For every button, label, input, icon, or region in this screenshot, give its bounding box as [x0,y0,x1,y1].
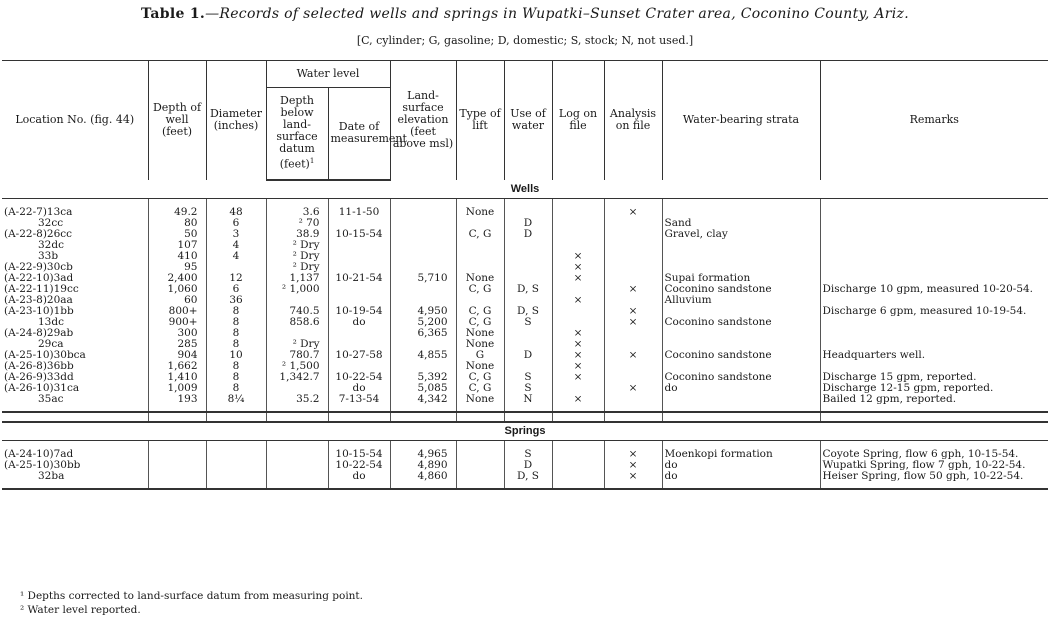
cell-strata: Coconino sandstone [662,372,820,383]
cell-date: do [328,317,390,328]
cell-remarks: Coyote Spring, flow 6 gph, 10-15-54. [820,449,1048,460]
header-elevation: Land-surface elevation (feet above msl) [390,61,456,180]
cell-depth: 900+ [148,317,206,328]
cell-lift: None [456,394,504,405]
cell-loc: (A-24-10)7ad [4,448,74,460]
cell-loc: 29ca [38,338,64,350]
cell-wl: 35.2 [266,394,328,405]
cell-strata: Coconino sandstone [662,317,820,328]
cell-remarks: Discharge 15 gpm, reported. [820,372,1048,383]
cell-elev [390,240,456,251]
cell-depth: 904 [148,350,206,361]
cell-dia: 6 [206,284,266,295]
cell-depth [148,460,206,471]
cell-date: 10-27-58 [328,350,390,361]
cell-dia: 4 [206,251,266,262]
cell-remarks: Heiser Spring, flow 50 gph, 10-22-54. [820,471,1048,482]
spring-row [2,460,1048,471]
cell-lift: None [456,361,504,372]
cell-wl: ² Dry [266,240,328,251]
cell-lift: None [456,328,504,339]
cell-analysis: × [604,449,662,460]
cell-analysis: × [604,306,662,317]
cell-date: 10-15-54 [328,229,390,240]
cell-date [328,251,390,262]
cell-use [504,251,552,262]
cell-date: 7-13-54 [328,394,390,405]
cell-log: × [552,361,604,372]
cell-lift [456,262,504,273]
cell-wl: 740.5 [266,306,328,317]
cell-elev [390,262,456,273]
cell-depth: 1,060 [148,284,206,295]
section-label-springs: Springs [2,422,1048,441]
cell-loc: 33b [38,250,59,262]
cell-analysis [604,339,662,350]
cell-use: D [504,218,552,229]
cell-log [552,306,604,317]
cell-elev [390,251,456,262]
cell-wl: 38.9 [266,229,328,240]
cell-log [552,460,604,471]
cell-depth: 80 [148,218,206,229]
cell-strata: Supai formation [662,273,820,284]
cell-loc: 32ba [38,470,65,482]
cell-wl: 780.7 [266,350,328,361]
cell-date [328,361,390,372]
cell-loc: 32dc [38,239,64,251]
well-row [2,350,1048,361]
cell-dia [206,471,266,482]
cell-dia: 8¼ [206,394,266,405]
cell-remarks [820,262,1048,273]
cell-depth: 107 [148,240,206,251]
cell-lift [456,218,504,229]
cell-date [328,328,390,339]
cell-strata: Coconino sandstone [662,350,820,361]
cell-loc: (A-24-8)29ab [4,327,74,339]
cell-log: × [552,295,604,306]
cell-dia: 8 [206,328,266,339]
header-location: Location No. (fig. 44) [2,61,148,180]
header-water-level: Water level [266,61,390,88]
cell-dia: 6 [206,218,266,229]
cell-dia: 12 [206,273,266,284]
cell-remarks: Discharge 10 gpm, measured 10-20-54. [820,284,1048,295]
cell-remarks [820,240,1048,251]
cell-use: D [504,460,552,471]
cell-loc: (A-23-10)1bb [4,305,74,317]
cell-dia: 10 [206,350,266,361]
cell-lift: None [456,273,504,284]
well-row [2,306,1048,317]
cell-dia [206,449,266,460]
cell-elev: 5,710 [390,273,456,284]
cell-strata [662,394,820,405]
cell-use: D, S [504,306,552,317]
cell-lift [456,295,504,306]
cell-strata: do [662,383,820,394]
cell-use [504,328,552,339]
cell-strata: Gravel, clay [662,229,820,240]
header-remarks: Remarks [820,61,1048,180]
cell-wl: 1,137 [266,273,328,284]
cell-date [328,262,390,273]
cell-log: × [552,372,604,383]
footnote-2: ² Water level reported. [20,604,141,616]
cell-lift: C, G [456,229,504,240]
cell-depth: 2,400 [148,273,206,284]
well-row [2,317,1048,328]
cell-loc: (A-22-10)3ad [4,272,74,284]
cell-elev: 4,860 [390,471,456,482]
cell-dia: 8 [206,361,266,372]
cell-depth: 1,009 [148,383,206,394]
cell-log: × [552,251,604,262]
cell-remarks: Headquarters well. [820,350,1048,361]
cell-analysis: × [604,284,662,295]
table-caption: —Records of selected wells and springs in Wupatki–Sunset Crater area, Coconino County, Ariz. [205,6,909,22]
cell-loc: (A-26-8)36bb [4,360,74,372]
cell-log [552,471,604,482]
cell-use: D, S [504,284,552,295]
cell-loc: (A-26-10)31ca [4,382,80,394]
cell-dia: 8 [206,372,266,383]
cell-log: × [552,273,604,284]
cell-wl: 3.6 [266,207,328,218]
cell-loc: 35ac [38,393,64,405]
cell-wl [266,471,328,482]
cell-elev: 5,392 [390,372,456,383]
cell-lift: C, G [456,317,504,328]
header-diameter: Diameter (inches) [206,61,266,180]
cell-date [328,284,390,295]
well-row [2,273,1048,284]
cell-elev: 4,342 [390,394,456,405]
cell-wl [266,295,328,306]
cell-use: N [504,394,552,405]
cell-strata [662,207,820,218]
well-row [2,383,1048,394]
cell-use [504,240,552,251]
cell-dia: 48 [206,207,266,218]
cell-analysis: × [604,350,662,361]
cell-depth: 1,410 [148,372,206,383]
cell-lift: C, G [456,383,504,394]
table-header [2,61,1048,180]
cell-use [504,295,552,306]
cell-dia [206,262,266,273]
well-row [2,394,1048,405]
cell-elev [390,284,456,295]
cell-use: S [504,372,552,383]
cell-date [328,218,390,229]
cell-remarks [820,328,1048,339]
cell-loc: 32cc [38,217,64,229]
abbreviation-legend: [C, cylinder; G, gasoline; D, domestic; S, stock; N, not used.] [356,34,694,47]
table-title [0,6,1050,22]
cell-analysis [604,372,662,383]
cell-wl: ² 70 [266,218,328,229]
cell-analysis: × [604,471,662,482]
cell-log: × [552,262,604,273]
cell-elev: 6,365 [390,328,456,339]
cell-wl: ² 1,000 [266,284,328,295]
cell-log [552,317,604,328]
cell-elev [390,339,456,350]
cell-depth: 50 [148,229,206,240]
cell-wl: ² 1,500 [266,361,328,372]
cell-depth: 60 [148,295,206,306]
cell-dia: 3 [206,229,266,240]
cell-date: 11-1-50 [328,207,390,218]
table-number: Table 1. [141,6,206,22]
cell-elev: 5,200 [390,317,456,328]
cell-remarks [820,361,1048,372]
cell-remarks: Bailed 12 gpm, reported. [820,394,1048,405]
cell-analysis: × [604,207,662,218]
cell-dia: 8 [206,339,266,350]
header-depth-below: Depth below land-surface datum (feet)$^1$ [266,88,328,180]
cell-strata: Alluvium [662,295,820,306]
cell-use: D, S [504,471,552,482]
cell-remarks [820,251,1048,262]
cell-remarks [820,339,1048,350]
cell-loc: (A-26-9)33dd [4,371,74,383]
cell-wl [266,460,328,471]
cell-analysis [604,361,662,372]
cell-strata [662,339,820,350]
cell-use [504,262,552,273]
well-row [2,262,1048,273]
cell-analysis [604,218,662,229]
cell-date: do [328,471,390,482]
cell-remarks: Discharge 12-15 gpm, reported. [820,383,1048,394]
cell-loc: (A-22-9)30cb [4,261,73,273]
cell-remarks: Discharge 6 gpm, measured 10-19-54. [820,306,1048,317]
well-row [2,328,1048,339]
cell-remarks [820,229,1048,240]
cell-log: × [552,339,604,350]
well-row [2,251,1048,262]
well-row [2,372,1048,383]
cell-strata [662,361,820,372]
cell-depth [148,449,206,460]
cell-lift [456,460,504,471]
header-depth: Depth of well (feet) [148,61,206,180]
cell-date: 10-19-54 [328,306,390,317]
cell-log: × [552,350,604,361]
cell-remarks [820,295,1048,306]
cell-date: 10-21-54 [328,273,390,284]
cell-analysis: × [604,317,662,328]
cell-lift: None [456,207,504,218]
cell-loc: (A-23-8)20aa [4,294,73,306]
cell-strata: Moenkopi formation [662,449,820,460]
cell-strata: Coconino sandstone [662,284,820,295]
well-row [2,295,1048,306]
cell-log: × [552,394,604,405]
cell-elev: 4,965 [390,449,456,460]
cell-elev [390,361,456,372]
cell-strata [662,251,820,262]
cell-loc: (A-22-7)13ca [4,206,73,218]
cell-depth: 193 [148,394,206,405]
cell-remarks [820,207,1048,218]
cell-elev [390,295,456,306]
cell-lift [456,449,504,460]
cell-lift: C, G [456,306,504,317]
well-row [2,218,1048,229]
cell-strata: Sand [662,218,820,229]
cell-use: D [504,229,552,240]
springs-section [2,412,1048,489]
cell-dia: 4 [206,240,266,251]
cell-dia: 8 [206,383,266,394]
cell-depth: 1,662 [148,361,206,372]
cell-remarks [820,317,1048,328]
spring-row [2,471,1048,482]
header-lift: Type of lift [456,61,504,180]
cell-loc: (A-25-10)30bb [4,459,81,471]
header-analysis: Analysis on file [604,61,662,180]
header-strata: Water-bearing strata [662,61,820,180]
cell-wl: 1,342.7 [266,372,328,383]
cell-use [504,361,552,372]
cell-analysis [604,328,662,339]
cell-log [552,449,604,460]
cell-date: 10-15-54 [328,449,390,460]
cell-lift: G [456,350,504,361]
well-row [2,339,1048,350]
cell-elev [390,207,456,218]
cell-wl: 858.6 [266,317,328,328]
cell-analysis: × [604,460,662,471]
cell-depth: 95 [148,262,206,273]
cell-strata [662,262,820,273]
cell-remarks: Wupatki Spring, flow 7 gph, 10-22-54. [820,460,1048,471]
cell-dia: 8 [206,306,266,317]
header-date: Date of measurement [328,88,390,180]
cell-loc: (A-25-10)30bca [4,349,86,361]
cell-analysis [604,295,662,306]
cell-analysis [604,262,662,273]
cell-wl [266,328,328,339]
cell-lift [456,471,504,482]
cell-elev: 5,085 [390,383,456,394]
cell-date: 10-22-54 [328,460,390,471]
cell-analysis [604,229,662,240]
cell-log [552,383,604,394]
cell-use [504,339,552,350]
cell-log [552,218,604,229]
cell-elev [390,218,456,229]
cell-analysis [604,240,662,251]
cell-lift [456,251,504,262]
cell-use [504,207,552,218]
cell-log [552,240,604,251]
cell-date [328,339,390,350]
cell-log [552,284,604,295]
cell-analysis: × [604,383,662,394]
cell-lift: None [456,339,504,350]
cell-date [328,240,390,251]
cell-loc: 13dc [38,316,64,328]
cell-loc: (A-22-8)26cc [4,228,73,240]
cell-date: 10-22-54 [328,372,390,383]
cell-wl [266,449,328,460]
cell-use: D [504,350,552,361]
cell-lift: C, G [456,372,504,383]
cell-strata [662,240,820,251]
cell-remarks [820,218,1048,229]
spring-row [2,449,1048,460]
cell-elev: 4,890 [390,460,456,471]
cell-wl: ² Dry [266,339,328,350]
cell-use: S [504,383,552,394]
footnote-1: ¹ Depths corrected to land-surface datum from measuring point. [20,590,363,602]
cell-dia: 8 [206,317,266,328]
cell-analysis [604,251,662,262]
cell-log: × [552,328,604,339]
cell-log [552,207,604,218]
cell-depth [148,471,206,482]
well-row [2,361,1048,372]
section-label-wells: Wells [2,180,1048,199]
cell-lift: C, G [456,284,504,295]
cell-analysis [604,394,662,405]
cell-loc: (A-22-11)19cc [4,283,79,295]
header-log: Log on file [552,61,604,180]
wells-springs-table [2,60,1048,490]
cell-date [328,295,390,306]
cell-log [552,229,604,240]
well-row [2,229,1048,240]
cell-strata [662,306,820,317]
well-row [2,240,1048,251]
wells-section [2,180,1048,412]
cell-depth: 49.2 [148,207,206,218]
cell-elev: 4,950 [390,306,456,317]
cell-use: S [504,449,552,460]
well-row [2,284,1048,295]
cell-date: do [328,383,390,394]
cell-depth: 285 [148,339,206,350]
cell-remarks [820,273,1048,284]
cell-analysis [604,273,662,284]
cell-depth: 410 [148,251,206,262]
cell-elev [390,229,456,240]
cell-use [504,273,552,284]
cell-elev: 4,855 [390,350,456,361]
cell-lift [456,240,504,251]
well-row [2,207,1048,218]
cell-wl [266,383,328,394]
cell-wl: ² Dry [266,251,328,262]
header-use: Use of water [504,61,552,180]
cell-strata: do [662,460,820,471]
cell-strata [662,328,820,339]
cell-dia [206,460,266,471]
cell-dia: 36 [206,295,266,306]
cell-wl: ² Dry [266,262,328,273]
cell-depth: 800+ [148,306,206,317]
cell-depth: 300 [148,328,206,339]
cell-use: S [504,317,552,328]
cell-strata: do [662,471,820,482]
